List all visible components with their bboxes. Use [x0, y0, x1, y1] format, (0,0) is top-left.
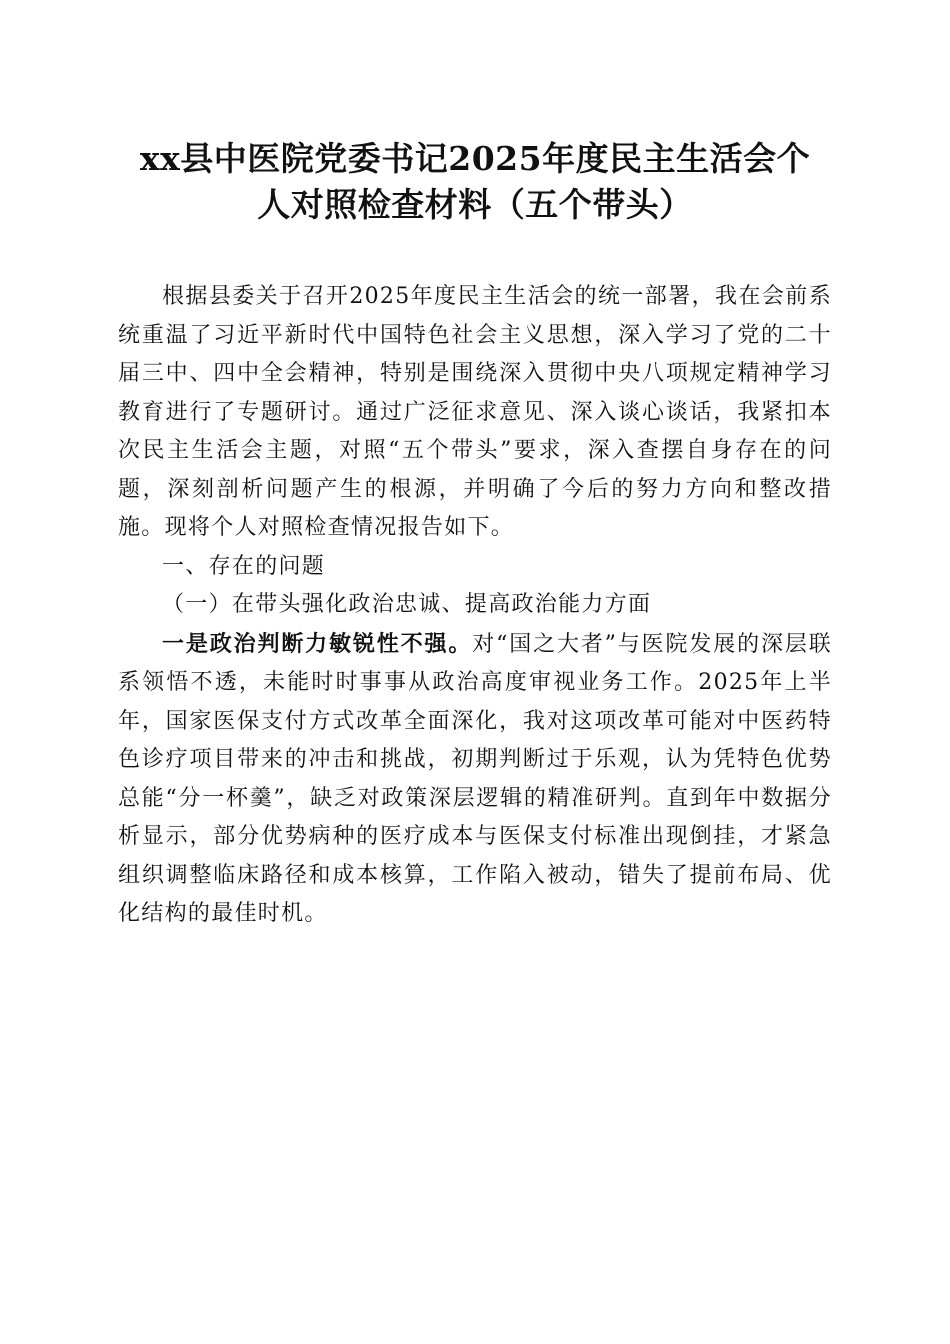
point-1-lead: 一是政治判断力敏锐性不强。 — [162, 630, 473, 657]
subsection-heading-political-loyalty: （一）在带头强化政治忠诚、提高政治能力方面 — [162, 592, 652, 617]
point-1-body: 对“国之大者”与医院发展的深层联系领悟不透，未能时时事事从政治高度审视业务工作。2025年上半年，国家医保支付方式改革全面深化，我对这项改革可能对中医药特色诊疗项目带来的冲击和挑战，初期判断过于乐观，认为凭特色优势总能“分一杯羹”，缺乏对政策深层逻辑的精准研判。直到年中数据分析显示，部分优势病种的医疗成本与医保支付标准出现倒挂，才紧急组织调整临床路径和成本核算，工作陷入被动，错失了提前布局、优化结构的最佳时机。 — [118, 631, 833, 926]
intro-paragraph: 根据县委关于召开2025年度民主生活会的统一部署，我在会前系统重温了习近平新时代中国特色社会主义思想，深入学习了党的二十届三中、四中全会精神，特别是围绕深入贯彻中央八项规定精神学习教育进行了专题研讨。通过广泛征求意见、深入谈心谈话，我紧扣本次民主生活会主题，对照“五个带头”要求，深入查摆自身存在的问题，深刻剖析问题产生的根源，并明确了今后的努力方向和整改措施。现将个人对照检查情况报告如下。 — [118, 284, 832, 540]
document-title — [110, 136, 840, 228]
section-heading-problems: 一、存在的问题 — [162, 553, 326, 579]
title-line-1: xx县中医院党委书记2025年度民主生活会个 — [139, 139, 811, 178]
document-body — [118, 278, 832, 934]
point-paragraph-1 — [118, 625, 832, 934]
title-line-2: 人对照检查材料（五个带头） — [257, 185, 693, 224]
